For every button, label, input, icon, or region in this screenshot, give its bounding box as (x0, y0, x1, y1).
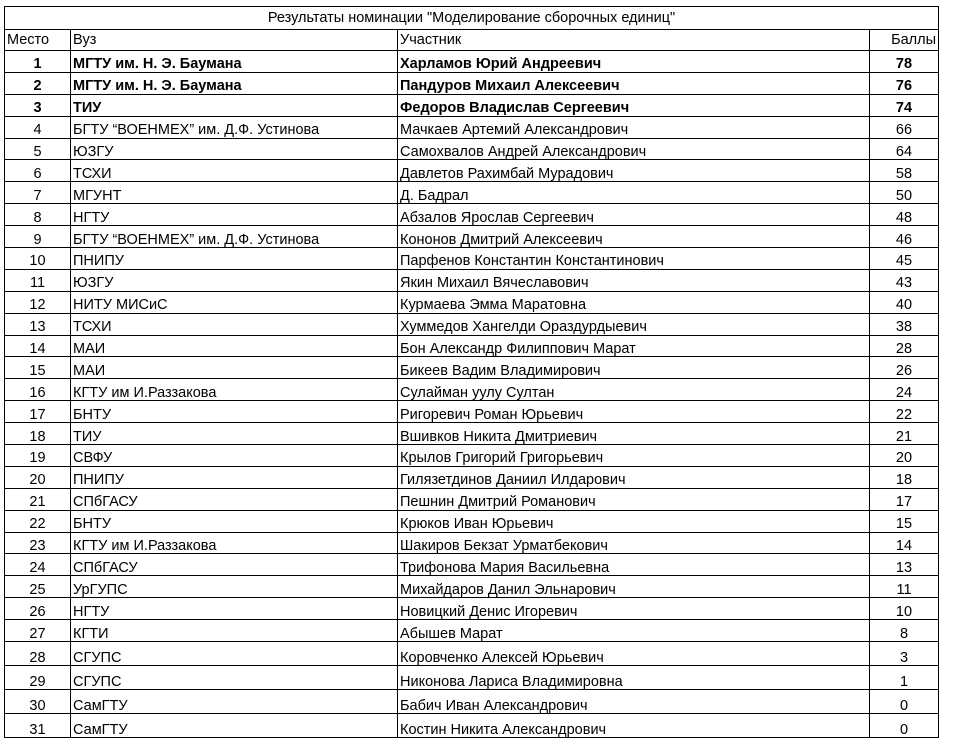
table-row (5, 620, 939, 642)
university-cell: ТИУ (71, 423, 398, 445)
place-cell: 19 (5, 445, 71, 467)
place-cell: 14 (5, 335, 71, 357)
participant-cell: Новицкий Денис Игоревич (398, 598, 870, 620)
table-row (5, 510, 939, 532)
place-cell: 11 (5, 269, 71, 291)
table-row (5, 666, 939, 690)
place-cell: 12 (5, 291, 71, 313)
table-row (5, 226, 939, 248)
participant-cell: Пандуров Михаил Алексеевич (398, 72, 870, 94)
university-cell: ПНИПУ (71, 466, 398, 488)
participant-cell: Д. Бадрал (398, 182, 870, 204)
place-cell: 3 (5, 94, 71, 116)
table-row (5, 248, 939, 270)
table-row (5, 116, 939, 138)
place-cell: 30 (5, 690, 71, 714)
university-cell: НИТУ МИСиС (71, 291, 398, 313)
participant-cell: Давлетов Рахимбай Мурадович (398, 160, 870, 182)
participant-cell: Харламов Юрий Андреевич (398, 51, 870, 73)
university-cell: ЮЗГУ (71, 269, 398, 291)
university-cell: СГУПС (71, 642, 398, 666)
participant-cell: Курмаева Эмма Маратовна (398, 291, 870, 313)
university-cell: БГТУ “ВОЕНМЕХ” им. Д.Ф. Устинова (71, 226, 398, 248)
place-cell: 29 (5, 666, 71, 690)
participant-cell: Федоров Владислав Сергеевич (398, 94, 870, 116)
table-row (5, 72, 939, 94)
score-cell: 76 (870, 72, 939, 94)
table-row (5, 488, 939, 510)
university-cell: МАИ (71, 357, 398, 379)
results-table-body (5, 7, 939, 738)
title-row (5, 7, 939, 30)
participant-cell: Ригоревич Роман Юрьевич (398, 401, 870, 423)
participant-cell: Хуммедов Хангелди Ораздурдыевич (398, 313, 870, 335)
university-cell: КГТУ им И.Раззакова (71, 379, 398, 401)
table-row (5, 357, 939, 379)
place-cell: 24 (5, 554, 71, 576)
table-row (5, 401, 939, 423)
score-cell: 66 (870, 116, 939, 138)
university-cell: СамГТУ (71, 690, 398, 714)
table-row (5, 690, 939, 714)
university-cell: ТСХИ (71, 313, 398, 335)
place-cell: 26 (5, 598, 71, 620)
university-cell: СПбГАСУ (71, 554, 398, 576)
participant-cell: Пешнин Дмитрий Романович (398, 488, 870, 510)
score-cell: 3 (870, 642, 939, 666)
table-row (5, 379, 939, 401)
score-cell: 40 (870, 291, 939, 313)
score-cell: 18 (870, 466, 939, 488)
university-cell: МГТУ им. Н. Э. Баумана (71, 51, 398, 73)
table-row (5, 138, 939, 160)
participant-cell: Никонова Лариса Владимировна (398, 666, 870, 690)
score-cell: 46 (870, 226, 939, 248)
score-cell: 43 (870, 269, 939, 291)
university-cell: ТСХИ (71, 160, 398, 182)
place-cell: 10 (5, 248, 71, 270)
participant-cell: Гилязетдинов Даниил Илдарович (398, 466, 870, 488)
university-cell: БНТУ (71, 510, 398, 532)
score-cell: 15 (870, 510, 939, 532)
place-cell: 28 (5, 642, 71, 666)
participant-cell: Крылов Григорий Григорьевич (398, 445, 870, 467)
score-cell: 74 (870, 94, 939, 116)
table-row (5, 269, 939, 291)
place-cell: 7 (5, 182, 71, 204)
score-cell: 10 (870, 598, 939, 620)
university-cell: СПбГАСУ (71, 488, 398, 510)
table-row (5, 576, 939, 598)
university-cell: СГУПС (71, 666, 398, 690)
participant-cell: Трифонова Мария Васильевна (398, 554, 870, 576)
table-row (5, 445, 939, 467)
table-row (5, 291, 939, 313)
participant-cell: Самохвалов Андрей Александрович (398, 138, 870, 160)
table-row (5, 532, 939, 554)
participant-cell: Кононов Дмитрий Алексеевич (398, 226, 870, 248)
table-row (5, 598, 939, 620)
university-cell: МГУНТ (71, 182, 398, 204)
place-cell: 2 (5, 72, 71, 94)
score-cell: 58 (870, 160, 939, 182)
university-cell: УрГУПС (71, 576, 398, 598)
university-cell: ЮЗГУ (71, 138, 398, 160)
place-cell: 17 (5, 401, 71, 423)
place-cell: 21 (5, 488, 71, 510)
place-cell: 18 (5, 423, 71, 445)
score-cell: 24 (870, 379, 939, 401)
score-cell: 14 (870, 532, 939, 554)
university-cell: ПНИПУ (71, 248, 398, 270)
university-cell: СВФУ (71, 445, 398, 467)
header-score: Баллы (870, 30, 939, 51)
participant-cell: Абышев Марат (398, 620, 870, 642)
header-university: Вуз (71, 30, 398, 51)
table-row (5, 642, 939, 666)
score-cell: 50 (870, 182, 939, 204)
university-cell: СамГТУ (71, 714, 398, 738)
participant-cell: Бон Александр Филиппович Марат (398, 335, 870, 357)
participant-cell: Шакиров Бекзат Урматбекович (398, 532, 870, 554)
participant-cell: Костин Никита Александрович (398, 714, 870, 738)
score-cell: 64 (870, 138, 939, 160)
place-cell: 15 (5, 357, 71, 379)
participant-cell: Сулайман уулу Султан (398, 379, 870, 401)
score-cell: 8 (870, 620, 939, 642)
participant-cell: Мачкаев Артемий Александрович (398, 116, 870, 138)
score-cell: 1 (870, 666, 939, 690)
place-cell: 31 (5, 714, 71, 738)
place-cell: 8 (5, 204, 71, 226)
participant-cell: Парфенов Константин Константинович (398, 248, 870, 270)
participant-cell: Михайдаров Данил Эльнарович (398, 576, 870, 598)
score-cell: 28 (870, 335, 939, 357)
score-cell: 11 (870, 576, 939, 598)
score-cell: 38 (870, 313, 939, 335)
table-row (5, 160, 939, 182)
table-row (5, 423, 939, 445)
place-cell: 27 (5, 620, 71, 642)
place-cell: 4 (5, 116, 71, 138)
participant-cell: Бикеев Вадим Владимирович (398, 357, 870, 379)
table-row (5, 182, 939, 204)
table-row (5, 94, 939, 116)
university-cell: МГТУ им. Н. Э. Баумана (71, 72, 398, 94)
participant-cell: Якин Михаил Вячеславович (398, 269, 870, 291)
university-cell: ТИУ (71, 94, 398, 116)
place-cell: 22 (5, 510, 71, 532)
place-cell: 5 (5, 138, 71, 160)
place-cell: 9 (5, 226, 71, 248)
place-cell: 16 (5, 379, 71, 401)
place-cell: 13 (5, 313, 71, 335)
score-cell: 0 (870, 714, 939, 738)
score-cell: 22 (870, 401, 939, 423)
participant-cell: Бабич Иван Александрович (398, 690, 870, 714)
place-cell: 20 (5, 466, 71, 488)
university-cell: КГТУ им И.Раззакова (71, 532, 398, 554)
results-table (4, 6, 939, 738)
score-cell: 17 (870, 488, 939, 510)
place-cell: 1 (5, 51, 71, 73)
participant-cell: Крюков Иван Юрьевич (398, 510, 870, 532)
score-cell: 0 (870, 690, 939, 714)
score-cell: 21 (870, 423, 939, 445)
table-title: Результаты номинации "Моделирование сборочных единиц" (5, 7, 939, 30)
place-cell: 23 (5, 532, 71, 554)
participant-cell: Абзалов Ярослав Сергеевич (398, 204, 870, 226)
score-cell: 48 (870, 204, 939, 226)
university-cell: КГТИ (71, 620, 398, 642)
place-cell: 25 (5, 576, 71, 598)
table-row (5, 313, 939, 335)
table-row (5, 51, 939, 73)
score-cell: 45 (870, 248, 939, 270)
university-cell: БГТУ “ВОЕНМЕХ” им. Д.Ф. Устинова (71, 116, 398, 138)
university-cell: НГТУ (71, 204, 398, 226)
table-row (5, 714, 939, 738)
table-row (5, 204, 939, 226)
score-cell: 20 (870, 445, 939, 467)
university-cell: МАИ (71, 335, 398, 357)
table-row (5, 466, 939, 488)
university-cell: НГТУ (71, 598, 398, 620)
header-row (5, 30, 939, 51)
score-cell: 26 (870, 357, 939, 379)
score-cell: 13 (870, 554, 939, 576)
university-cell: БНТУ (71, 401, 398, 423)
header-participant: Участник (398, 30, 870, 51)
participant-cell: Коровченко Алексей Юрьевич (398, 642, 870, 666)
table-row (5, 554, 939, 576)
place-cell: 6 (5, 160, 71, 182)
table-row (5, 335, 939, 357)
header-place: Место (5, 30, 71, 51)
score-cell: 78 (870, 51, 939, 73)
participant-cell: Вшивков Никита Дмитриевич (398, 423, 870, 445)
